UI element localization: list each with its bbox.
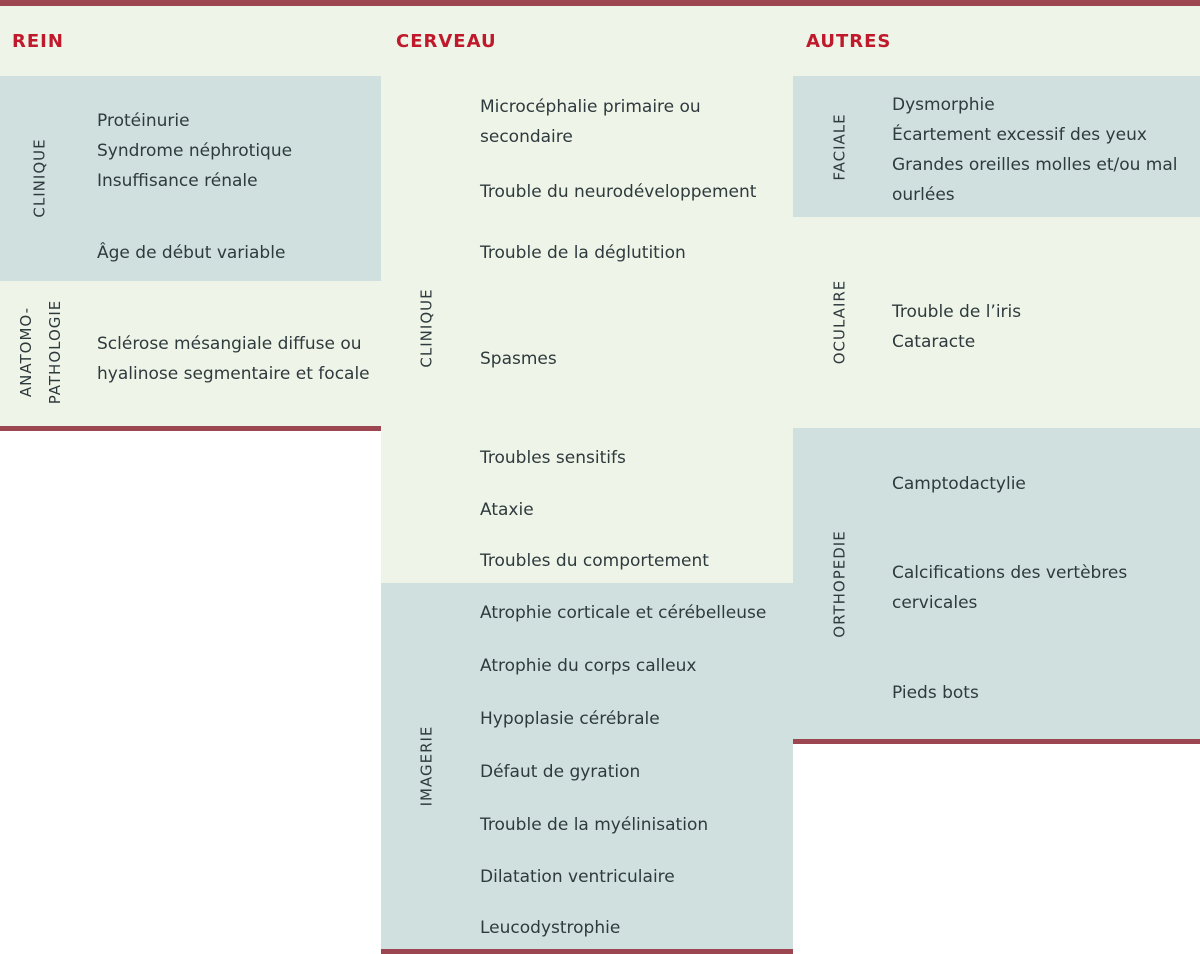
list-item: Défaut de gyration [480, 762, 641, 782]
autres-faciale-label: FACIALE [830, 113, 849, 181]
rein-anatomopathologie-item [97, 329, 370, 389]
autres-faciale-items [892, 90, 1178, 210]
list-item: Camptodactylie [892, 474, 1026, 494]
rein-title: REIN [12, 31, 64, 52]
list-item: Trouble de la myélinisation [480, 815, 709, 835]
rein-anatomopathologie-label [12, 300, 70, 405]
list-item: Insuffisance rénale [97, 171, 258, 191]
item-line: cervicales [892, 593, 978, 613]
list-item [892, 558, 1127, 618]
list-item: Cataracte [892, 332, 976, 352]
list-item [480, 92, 701, 152]
list-item: Trouble du neurodéveloppement [480, 182, 757, 202]
rein-bottom-rule [0, 426, 381, 431]
cerveau-clinique-bg [381, 76, 793, 583]
cerveau-imagerie-label: IMAGERIE [417, 725, 436, 807]
item-line: Sclérose mésangiale diffuse ou [97, 334, 362, 354]
label-line: ANATOMO- [17, 306, 35, 398]
header-band [0, 6, 1200, 76]
list-item: Troubles sensitifs [480, 448, 626, 468]
list-item: Atrophie corticale et cérébelleuse [480, 603, 767, 623]
autres-orthopedie-label: ORTHOPEDIE [830, 530, 849, 638]
list-item: Ataxie [480, 500, 534, 520]
cerveau-clinique-label: CLINIQUE [417, 288, 436, 368]
list-item: Leucodystrophie [480, 918, 621, 938]
list-item: ourlées [892, 185, 955, 205]
list-item: Atrophie du corps calleux [480, 656, 697, 676]
cerveau-title: CERVEAU [396, 31, 497, 52]
item-line: Calcifications des vertèbres [892, 563, 1128, 583]
list-item: Hypoplasie cérébrale [480, 709, 660, 729]
list-item: Syndrome néphrotique [97, 141, 293, 161]
cerveau-bottom-rule [381, 949, 793, 954]
rein-clinique-label: CLINIQUE [30, 138, 49, 218]
list-item: Écartement excessif des yeux [892, 125, 1147, 145]
list-item: Dysmorphie [892, 95, 995, 115]
autres-oculaire-items [892, 297, 1021, 357]
item-line: secondaire [480, 127, 573, 147]
list-item: Grandes oreilles molles et/ou mal [892, 155, 1178, 175]
list-item: Trouble de la déglutition [480, 243, 686, 263]
list-item: Spasmes [480, 349, 557, 369]
list-item: Dilatation ventriculaire [480, 867, 675, 887]
list-item: Âge de début variable [97, 243, 286, 263]
list-item: Pieds bots [892, 683, 979, 703]
rein-clinique-items [97, 106, 292, 196]
list-item: Protéinurie [97, 111, 190, 131]
list-item: Trouble de l’iris [892, 302, 1022, 322]
item-line: hyalinose segmentaire et focale [97, 364, 370, 384]
autres-bottom-rule [793, 739, 1200, 744]
autres-oculaire-label: OCULAIRE [830, 279, 849, 365]
autres-title: AUTRES [806, 31, 892, 52]
list-item: Troubles du comportement [480, 551, 709, 571]
label-line: PATHOLOGIE [46, 299, 64, 405]
item-line: Microcéphalie primaire ou [480, 97, 701, 117]
